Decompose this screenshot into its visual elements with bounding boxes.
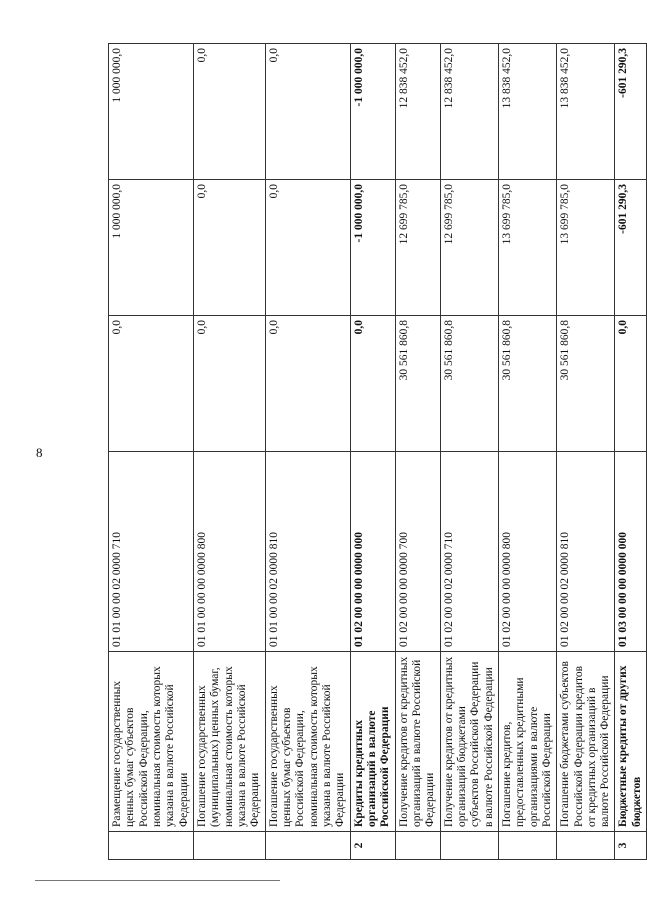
- row-name: Погашение кредитов, предоставленных кредитными организациями в валюте Российской Федерации: [498, 652, 556, 832]
- row-code: 01 02 00 00 02 0000 810: [557, 452, 615, 652]
- table-row: [193, 44, 265, 860]
- table-row: [395, 44, 440, 860]
- row-number: 2: [350, 832, 395, 860]
- row-value-2: -601 290,3: [615, 180, 647, 316]
- footer-rule: [35, 880, 280, 881]
- row-value-1: 0,0: [615, 316, 647, 452]
- table-row: [557, 44, 615, 860]
- row-value-1: 30 561 860,8: [395, 316, 440, 452]
- row-value-2: 0,0: [193, 180, 265, 316]
- row-name: Размещение государственных ценных бумаг субъектов Российской Федерации, номинальная стоимость которых указана в валюте Российской Федерации: [109, 652, 194, 832]
- row-name: Получение кредитов от кредитных организаций бюджетами субъектов Российской Федерации в валюте Российской Федерации: [440, 652, 498, 832]
- row-number: 3: [615, 832, 647, 860]
- row-code: 01 01 00 00 00 0000 800: [193, 452, 265, 652]
- sources-financing-table: [108, 43, 647, 860]
- row-value-3: 0,0: [265, 44, 350, 180]
- row-value-1: 0,0: [109, 316, 194, 452]
- row-value-2: 12 699 785,0: [395, 180, 440, 316]
- row-value-2: -1 000 000,0: [350, 180, 395, 316]
- row-value-1: 0,0: [193, 316, 265, 452]
- table-row: [615, 44, 647, 860]
- table-row: [498, 44, 556, 860]
- row-code: 01 02 00 00 02 0000 710: [440, 452, 498, 652]
- row-value-3: 12 838 452,0: [440, 44, 498, 180]
- row-number: [440, 832, 498, 860]
- row-value-3: 13 838 452,0: [557, 44, 615, 180]
- row-value-1: 0,0: [350, 316, 395, 452]
- row-code: 01 02 00 00 00 0000 000: [350, 452, 395, 652]
- row-value-2: 12 699 785,0: [440, 180, 498, 316]
- row-name: Бюджетные кредиты от других бюджетов: [615, 652, 647, 832]
- row-value-1: 30 561 860,8: [557, 316, 615, 452]
- page-number: 8: [36, 445, 43, 460]
- row-value-3: -601 290,3: [615, 44, 647, 180]
- row-name: Погашение государственных ценных бумаг субъектов Российской Федерации, номинальная стоимость которых указана в валюте Российской Федерации: [265, 652, 350, 832]
- row-value-3: 12 838 452,0: [395, 44, 440, 180]
- row-code: 01 01 00 00 02 0000 810: [265, 452, 350, 652]
- row-number: [498, 832, 556, 860]
- row-value-2: 13 699 785,0: [498, 180, 556, 316]
- table-row: [440, 44, 498, 860]
- row-name: Кредиты кредитных организаций в валюте Российской Федерации: [350, 652, 395, 832]
- row-code: 01 01 00 00 02 0000 710: [109, 452, 194, 652]
- row-value-3: 0,0: [193, 44, 265, 180]
- row-value-1: 0,0: [265, 316, 350, 452]
- row-value-1: 30 561 860,8: [498, 316, 556, 452]
- row-code: 01 03 00 00 00 0000 000: [615, 452, 647, 652]
- row-value-3: -1 000 000,0: [350, 44, 395, 180]
- table-row: [350, 44, 395, 860]
- row-value-2: 13 699 785,0: [557, 180, 615, 316]
- row-number: [193, 832, 265, 860]
- row-code: 01 02 00 00 00 0000 800: [498, 452, 556, 652]
- row-value-3: 13 838 452,0: [498, 44, 556, 180]
- row-value-2: 0,0: [265, 180, 350, 316]
- row-number: [109, 832, 194, 860]
- row-value-1: 30 561 860,8: [440, 316, 498, 452]
- row-name: Погашение бюджетами субъектов Российской Федерации кредитов от кредитных организаций в валюте Российской Федерации: [557, 652, 615, 832]
- table-row: [109, 44, 194, 860]
- table-body: [109, 44, 647, 860]
- row-name: Получение кредитов от кредитных организаций в валюте Российской Федерации: [395, 652, 440, 832]
- table-container: [108, 44, 643, 860]
- row-number: [395, 832, 440, 860]
- row-name: Погашение государственных (муниципальных) ценных бумаг, номинальная стоимость которых указана в валюте Российской Федерации: [193, 652, 265, 832]
- row-number: [265, 832, 350, 860]
- table-row: [265, 44, 350, 860]
- row-code: 01 02 00 00 00 0000 700: [395, 452, 440, 652]
- row-number: [557, 832, 615, 860]
- row-value-2: 1 000 000,0: [109, 180, 194, 316]
- row-value-3: 1 000 000,0: [109, 44, 194, 180]
